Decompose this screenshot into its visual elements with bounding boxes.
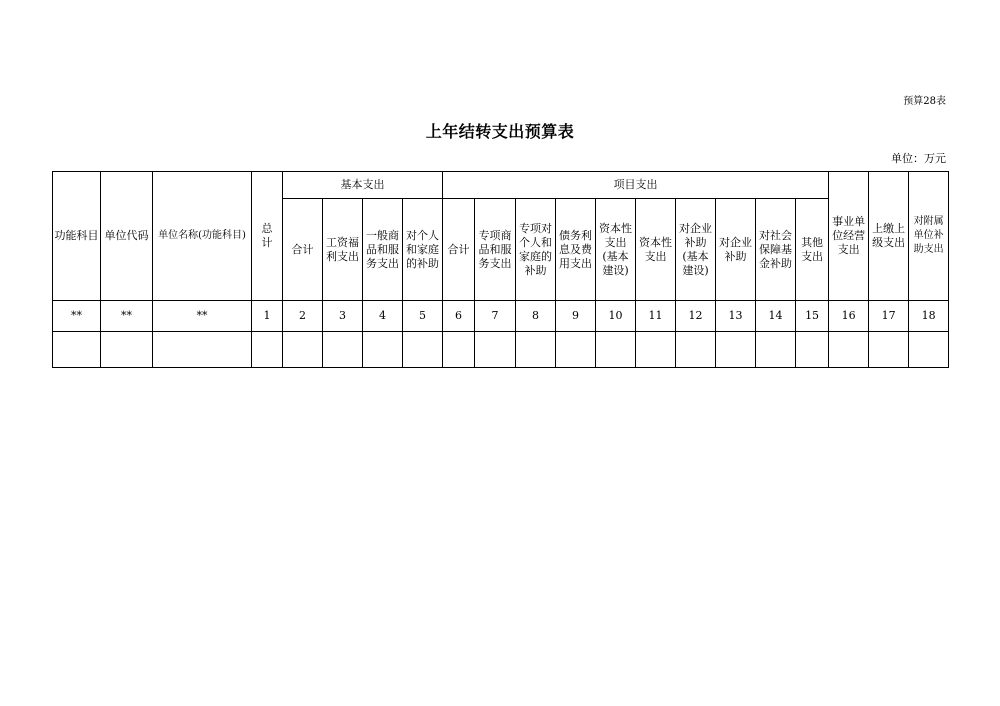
header-project-personal xyxy=(516,199,556,301)
data-cell xyxy=(756,332,796,368)
data-cell xyxy=(676,332,716,368)
header-line: 债务利 xyxy=(559,228,592,242)
header-remit-upper xyxy=(869,172,909,301)
header-project-enterprise xyxy=(716,199,756,301)
header-line: 支出 xyxy=(644,249,667,263)
index-cell: 9 xyxy=(556,301,596,332)
header-line: 工资福 xyxy=(326,235,359,249)
header-project-debt xyxy=(556,199,596,301)
data-cell xyxy=(283,332,323,368)
data-row-empty xyxy=(53,332,949,368)
index-cell: 12 xyxy=(676,301,716,332)
header-row-groups xyxy=(53,172,949,199)
header-line: 对附属 xyxy=(913,216,944,227)
index-row xyxy=(53,301,949,332)
header-line: 对个人 xyxy=(406,228,439,242)
header-line: 的补助 xyxy=(406,256,439,270)
header-basic-personal xyxy=(403,199,443,301)
data-cell xyxy=(556,332,596,368)
data-cell xyxy=(636,332,676,368)
data-cell xyxy=(252,332,283,368)
unit-label: 单位：万元 xyxy=(891,152,946,165)
header-line: 支出 xyxy=(801,249,824,263)
header-line: 对企业 xyxy=(679,221,712,235)
index-cell: 14 xyxy=(756,301,796,332)
header-line: 助支出 xyxy=(913,244,944,255)
header-project-enterprise-basic xyxy=(676,199,716,301)
index-cell: 7 xyxy=(475,301,516,332)
data-cell xyxy=(53,332,101,368)
index-cell: 2 xyxy=(283,301,323,332)
header-unit-code: 单位代码 xyxy=(101,172,153,301)
header-project-social-security xyxy=(756,199,796,301)
index-cell: 11 xyxy=(636,301,676,332)
header-line: 务支出 xyxy=(478,256,512,270)
index-cell: 5 xyxy=(403,301,443,332)
header-line: 支出 xyxy=(837,243,860,256)
header-line: 上缴上 xyxy=(872,222,906,235)
page-title: 上年结转支出预算表 xyxy=(425,122,575,141)
header-line: 一般商 xyxy=(366,228,399,242)
index-cell: 10 xyxy=(596,301,636,332)
header-total xyxy=(252,172,283,301)
index-cell: ** xyxy=(53,301,101,332)
index-cell: 4 xyxy=(363,301,403,332)
header-line: 用支出 xyxy=(559,256,592,270)
header-line: 建设) xyxy=(682,263,709,277)
header-line: (基本 xyxy=(602,249,629,263)
header-line: 其他 xyxy=(801,235,824,249)
header-func-subject: 功能科目 xyxy=(53,172,101,301)
index-cell: 17 xyxy=(869,301,909,332)
header-line: 利支出 xyxy=(326,249,359,263)
header-line: 建设) xyxy=(602,263,629,277)
data-cell xyxy=(829,332,869,368)
header-line: 金补助 xyxy=(759,256,792,270)
header-line: 品和服 xyxy=(366,242,399,256)
data-cell xyxy=(363,332,403,368)
header-line: 资本性 xyxy=(599,221,632,235)
header-line: 和家庭 xyxy=(406,242,439,256)
data-cell xyxy=(909,332,949,368)
index-cell: 16 xyxy=(829,301,869,332)
index-cell: ** xyxy=(153,301,252,332)
header-line: 支出 xyxy=(604,235,627,249)
header-project-total xyxy=(443,199,475,301)
header-line: 品和服 xyxy=(478,242,512,256)
index-cell: ** xyxy=(101,301,153,332)
header-line: 级支出 xyxy=(872,236,906,249)
header-line: 合计 xyxy=(447,242,470,256)
header-total-line: 总 xyxy=(261,222,273,235)
header-line: 保障基 xyxy=(759,242,792,256)
data-cell xyxy=(869,332,909,368)
header-project-group: 项目支出 xyxy=(443,172,829,199)
data-cell xyxy=(596,332,636,368)
index-cell: 15 xyxy=(796,301,829,332)
header-line: 专项对 xyxy=(519,221,552,235)
header-line: 对社会 xyxy=(759,228,792,242)
header-line: 补助 xyxy=(524,263,547,277)
header-line: 事业单 xyxy=(832,215,866,228)
header-unit-name: 单位名称(功能科目) xyxy=(153,172,252,301)
header-affiliated-subsidy xyxy=(909,172,949,301)
header-line: 个人和 xyxy=(519,235,552,249)
data-cell xyxy=(475,332,516,368)
header-line: 资本性 xyxy=(639,235,672,249)
header-basic-goods xyxy=(363,199,403,301)
index-cell: 3 xyxy=(323,301,363,332)
header-project-other xyxy=(796,199,829,301)
header-basic-salary xyxy=(323,199,363,301)
data-cell xyxy=(516,332,556,368)
header-business-unit xyxy=(829,172,869,301)
header-project-goods xyxy=(475,199,516,301)
header-project-capital xyxy=(636,199,676,301)
index-cell: 6 xyxy=(443,301,475,332)
index-cell: 18 xyxy=(909,301,949,332)
header-line: (基本 xyxy=(682,249,709,263)
header-line: 家庭的 xyxy=(519,249,552,263)
header-line: 位经营 xyxy=(832,229,866,242)
header-line: 专项商 xyxy=(478,228,512,242)
header-line: 合计 xyxy=(291,242,314,256)
index-cell: 1 xyxy=(252,301,283,332)
data-cell xyxy=(101,332,153,368)
form-number: 预算28表 xyxy=(903,96,946,107)
header-basic-total xyxy=(283,199,323,301)
index-cell: 8 xyxy=(516,301,556,332)
data-cell xyxy=(403,332,443,368)
header-line: 补助 xyxy=(724,249,747,263)
header-line: 对企业 xyxy=(719,235,752,249)
data-cell xyxy=(153,332,252,368)
data-cell xyxy=(443,332,475,368)
data-cell xyxy=(716,332,756,368)
header-basic-group: 基本支出 xyxy=(283,172,443,199)
header-project-capital-basic xyxy=(596,199,636,301)
index-cell: 13 xyxy=(716,301,756,332)
data-cell xyxy=(323,332,363,368)
budget-table xyxy=(52,171,949,368)
header-line: 单位补 xyxy=(913,230,944,241)
data-cell xyxy=(796,332,829,368)
header-line: 务支出 xyxy=(366,256,399,270)
header-line: 补助 xyxy=(684,235,707,249)
header-line: 息及费 xyxy=(559,242,592,256)
header-total-line: 计 xyxy=(261,236,273,249)
